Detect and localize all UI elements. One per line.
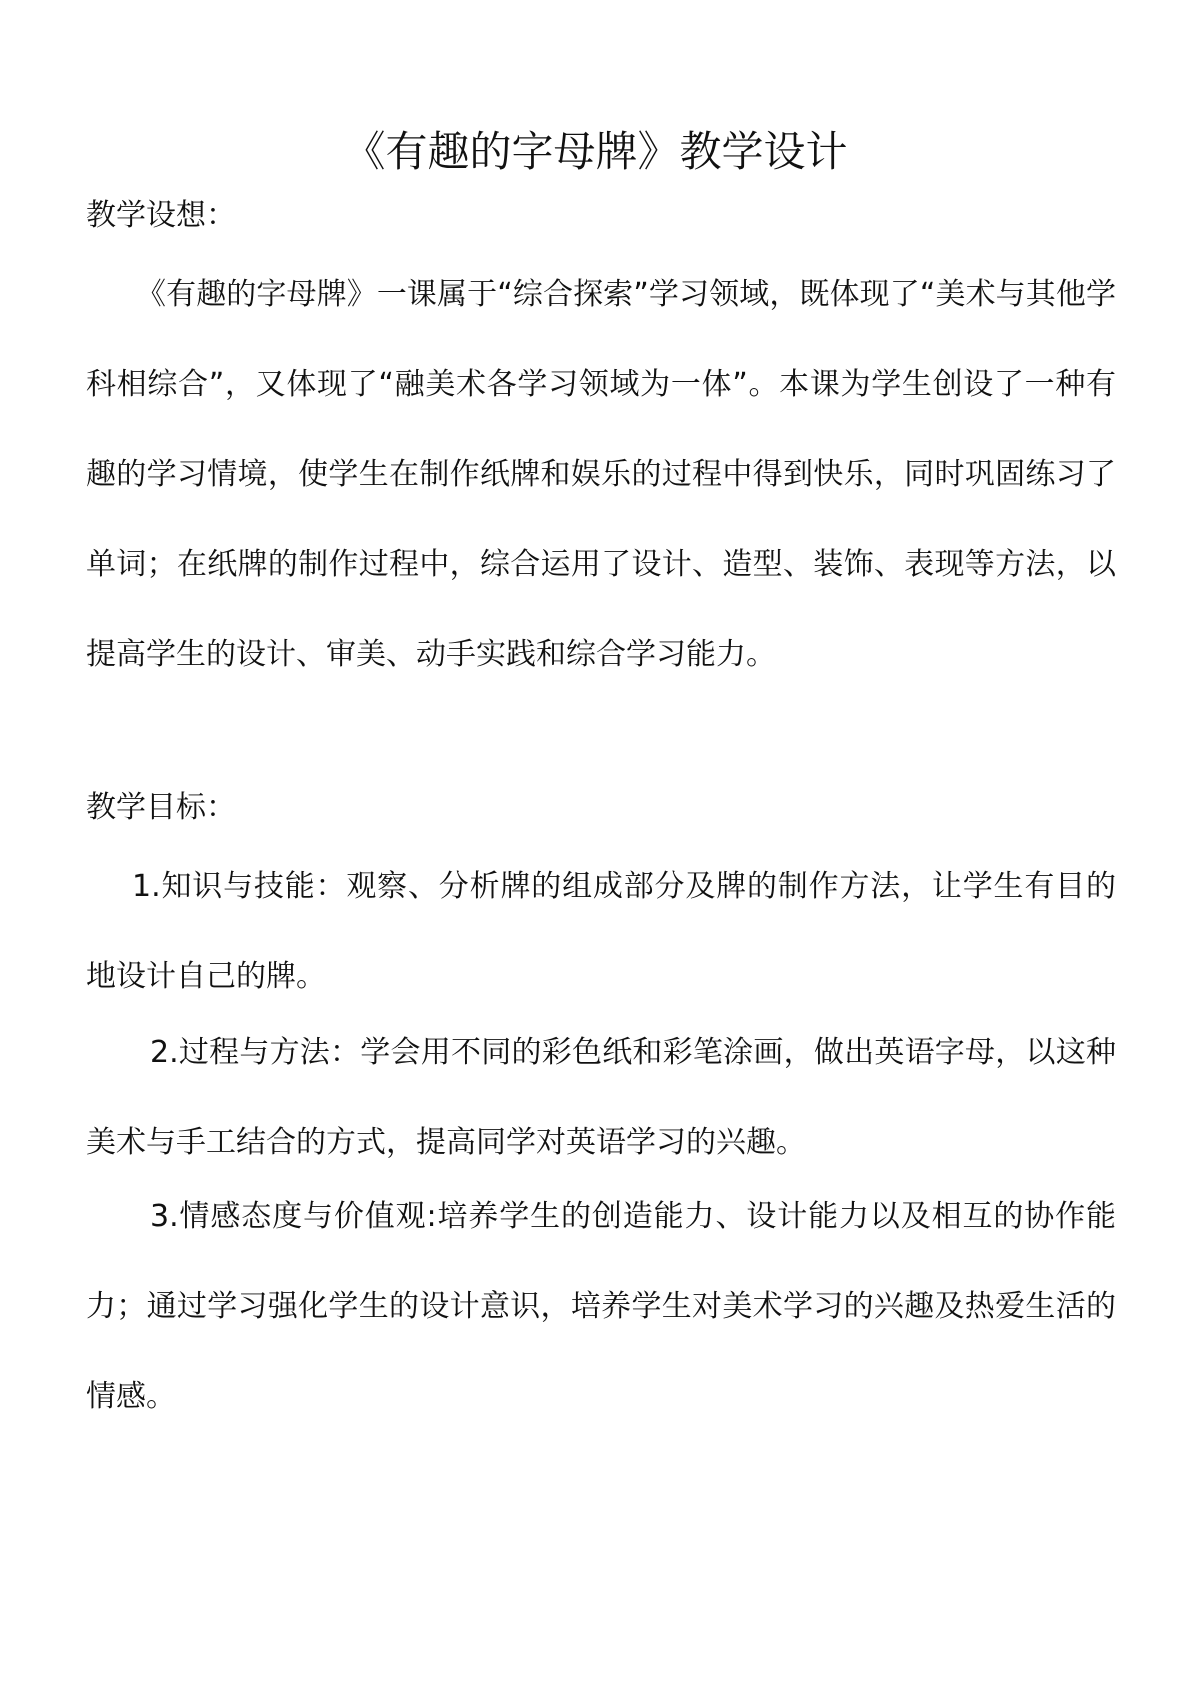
goal-item-knowledge: 1.知识与技能：观察、分析牌的组成部分及牌的制作方法，让学生有目的地设计自己的牌。 xyxy=(86,869,1116,994)
section-heading-goals: 教学目标： xyxy=(86,790,236,825)
concept-paragraph: 《有趣的字母牌》一课属于“综合探索”学习领域，既体现了“美术与其他学科相综合”，又体现了“融美术各学习领域为一体”。本课为学生创设了一种有趣的学习情境，使学生在制作纸牌和娱乐的过程中得到快乐，同时巩固练习了单词；在纸牌的制作过程中，综合运用了设计、造型、装饰、表现等方法，以提高学生的设计、审美、动手实践和综合学习能力。 xyxy=(86,277,1116,672)
goal-item-attitude: 3.情感态度与价值观:培养学生的创造能力、设计能力以及相互的协作能力；通过学习强化学生的设计意识，培养学生对美术学习的兴趣及热爱生活的情感。 xyxy=(86,1199,1116,1414)
goal-item-process: 2.过程与方法：学会用不同的彩色纸和彩笔涂画，做出英语字母，以这种美术与手工结合的方式，提高同学对英语学习的兴趣。 xyxy=(86,1035,1116,1160)
document-title: 《有趣的字母牌》教学设计 xyxy=(343,127,848,176)
section-heading-concept: 教学设想： xyxy=(86,198,236,233)
